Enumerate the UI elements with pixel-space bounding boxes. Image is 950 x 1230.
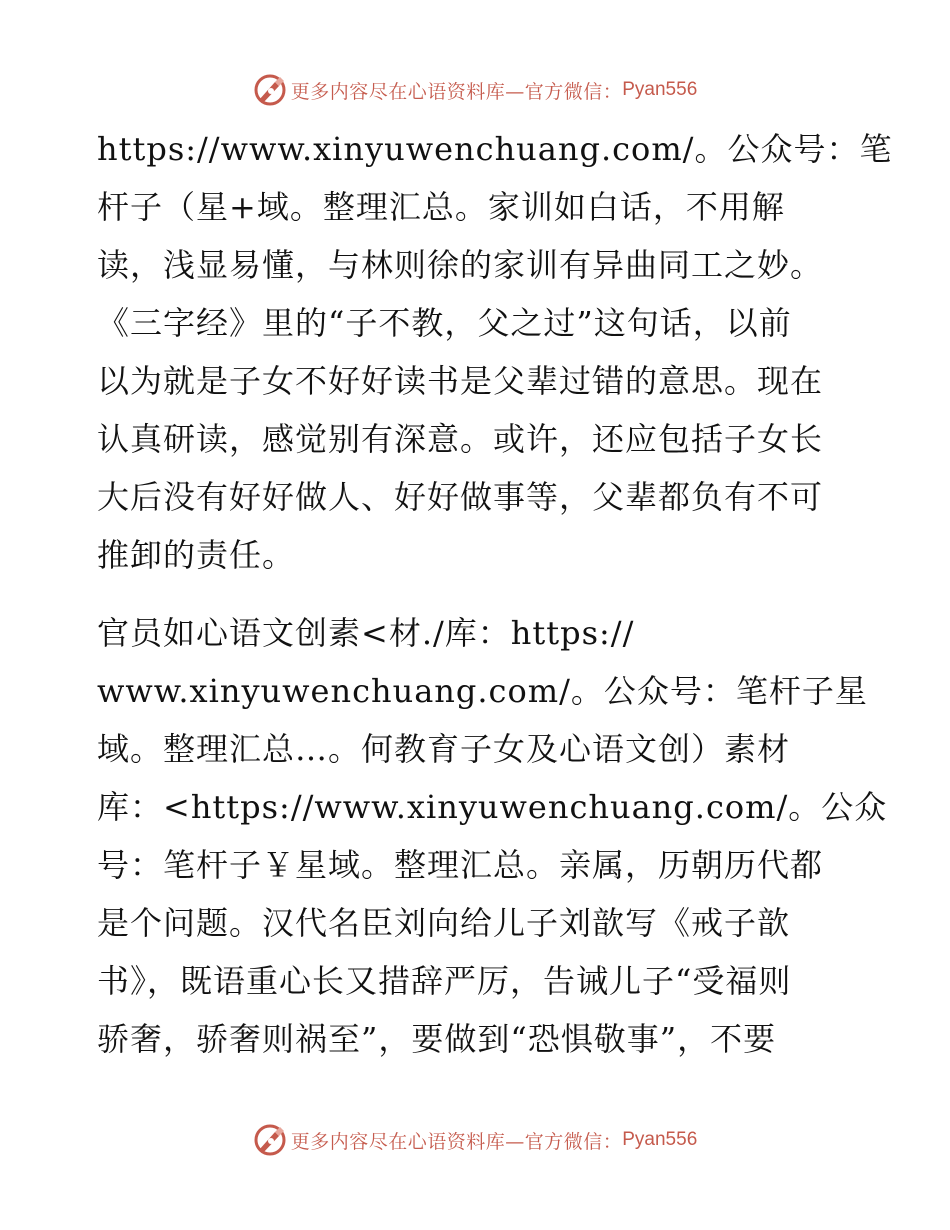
text-line: 官员如心语文创素<材./库：https://: [97, 614, 635, 652]
text-line: 库：<https://www.xinyuwenchuang.com/。公众: [97, 788, 888, 826]
text-line: 骄奢，骄奢则祸至”，要做到“恐惧敬事”，不要: [97, 1020, 777, 1058]
watermark-wechat-id: Pyan556: [622, 79, 698, 100]
text-line: 杆子（星+域。整理汇总。家训如白话，不用解: [97, 188, 785, 226]
watermark-wechat-id: Pyan556: [622, 1129, 698, 1150]
document-body: [97, 120, 893, 1068]
text-line: 是个问题。汉代名臣刘向给儿子刘歆写《戒子歆: [97, 904, 791, 942]
text-line: 读，浅显易懂，与林则徐的家训有异曲同工之妙。: [97, 246, 824, 284]
text-line: 推卸的责任。: [97, 536, 296, 574]
text-line: 域。整理汇总…。何教育子女及心语文创）素材: [97, 730, 791, 768]
text-line: https://www.xinyuwenchuang.com/。公众号：笔: [97, 130, 893, 168]
text-line: 认真研读，感觉别有深意。或许，还应包括子女长: [97, 420, 824, 458]
text-line: 号：笔杆子￥星域。整理汇总。亲属，历朝历代都: [97, 846, 824, 884]
text-line: 《三字经》里的“子不教，父之过”这句话，以前: [97, 304, 792, 342]
text-line: 书》，既语重心长又措辞严厉，告诫儿子“受福则: [97, 962, 792, 1000]
text-line: 大后没有好好做人、好好做事等，父辈都负有不可: [97, 478, 824, 516]
footer-watermark: [0, 1120, 950, 1160]
header-watermark: [0, 70, 950, 110]
pen-logo-icon: [253, 73, 287, 107]
paragraph-1: [97, 120, 893, 584]
text-line: 以为就是子女不好好读书是父辈过错的意思。现在: [97, 362, 824, 400]
watermark-text: 更多内容尽在心语资料库—官方微信：: [290, 80, 623, 103]
pen-logo-icon: [253, 1123, 287, 1157]
watermark-text: 更多内容尽在心语资料库—官方微信：: [290, 1130, 623, 1153]
text-line: www.xinyuwenchuang.com/。公众号：笔杆子星: [97, 672, 868, 710]
paragraph-spacer: [97, 584, 867, 604]
paragraph-2: [97, 604, 888, 1068]
